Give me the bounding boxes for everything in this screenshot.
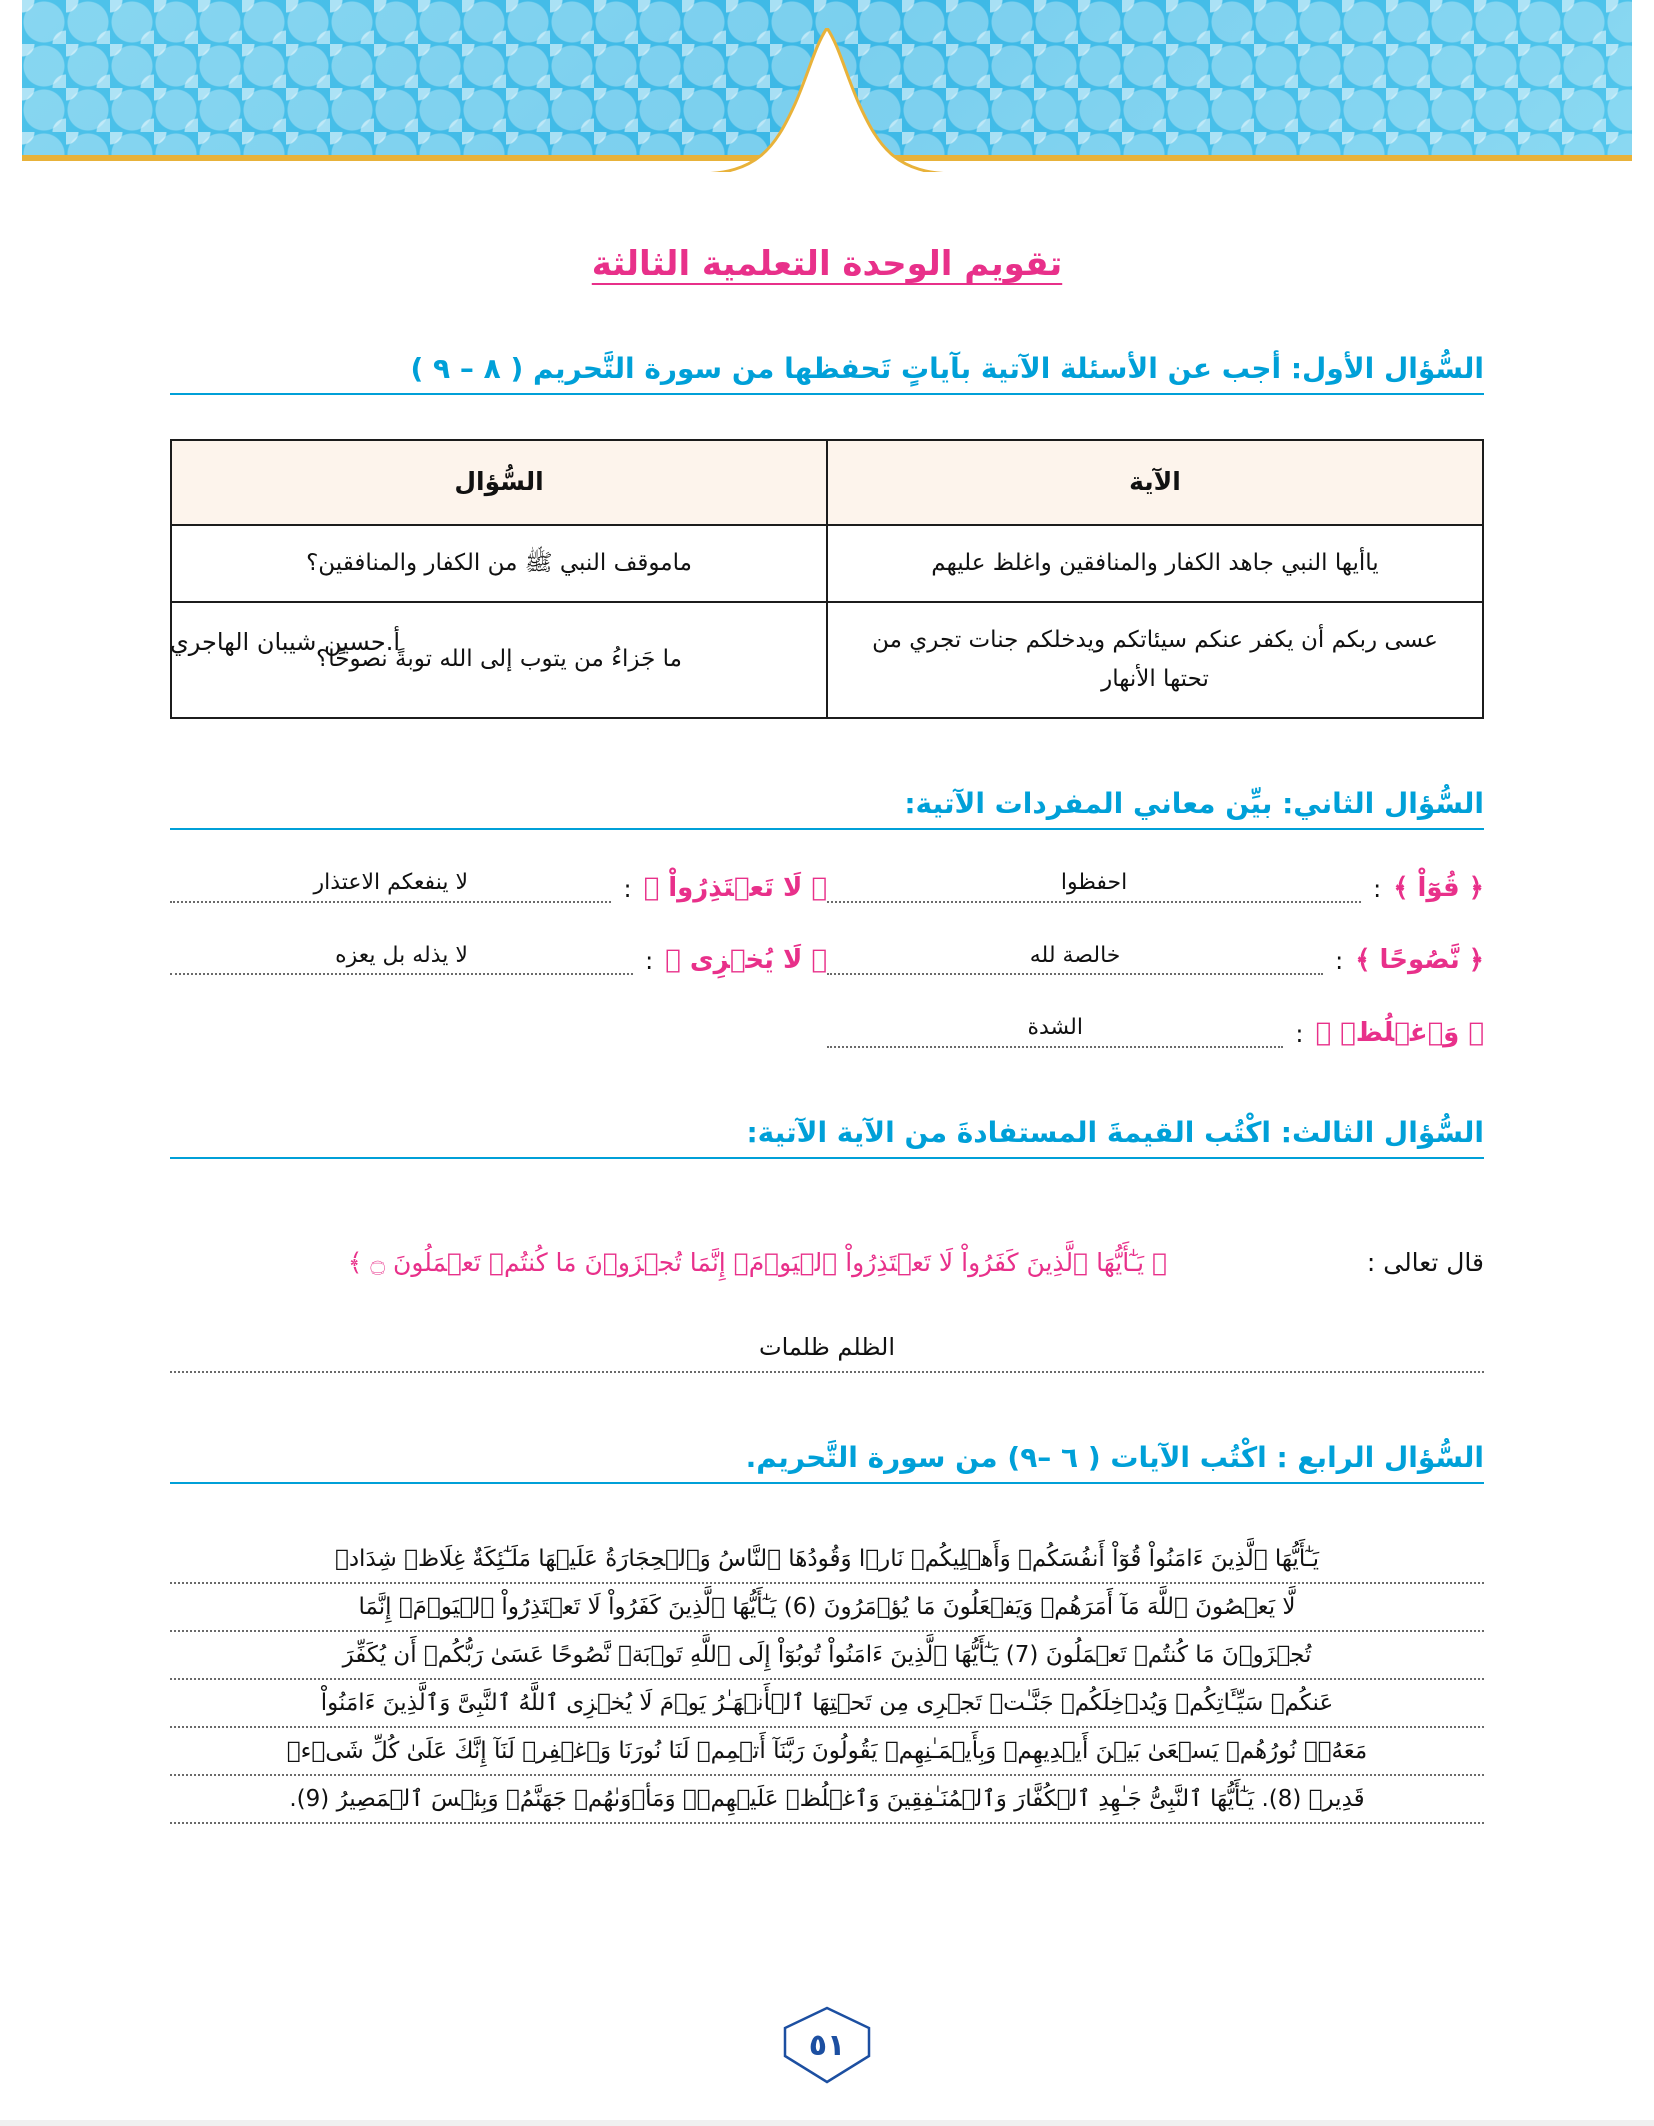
table-row (171, 602, 1483, 718)
question-1-heading: السُّؤال الأول: أجب عن الأسئلة الآتية بآياتٍ تَحفظها من سورة التَّحريم ( ٨ – ٩ ) (170, 352, 1484, 395)
quran-line-text: مَعَهُۥۖ نُورُهُمۡ يَسۡعَىٰ بَيۡنَ أَيۡدِيهِمۡ وَبِأَيۡمَـٰنِهِمۡ يَقُولُونَ رَبَّنَآ أَتۡمِمۡ لَنَا نُورَنَا وَٱغۡفِرۡ لَنَآ إِنَّكَ عَلَىٰ كُلِّ شَیۡءࣲ (286, 1737, 1368, 1764)
table-cell-ayah: ياأيها النبي جاهد الكفار والمنافقين واغلظ عليهم (827, 525, 1483, 602)
colon-separator: : (623, 874, 632, 903)
vocab-answer-input-3[interactable]: خالصة لله (827, 941, 1323, 976)
colon-separator: : (1295, 1020, 1304, 1049)
vocabulary-item (170, 868, 827, 903)
quran-line (170, 1632, 1484, 1680)
colon-separator: : (645, 947, 654, 976)
question-2-heading: السُّؤال الثاني: بيِّن معاني المفردات الآتية: (170, 787, 1484, 830)
vocab-word-1: ﴿ قُوٓاْ ﴾ (1393, 872, 1484, 903)
question-3-ayah-line (170, 1239, 1484, 1287)
vocab-word-2: ﴿ لَا تَعۡتَذِرُواْ ﴾ (643, 872, 827, 903)
vocabulary-row (170, 868, 1484, 903)
band-right-margin (1632, 0, 1654, 172)
ayah-text: ﴿ يَـٰٓأَيُّهَا ٱلَّذِينَ كَفَرُواْ لَا تَعۡتَذِرُواْ ٱلۡيَوۡمَۖ إِنَّمَا تُجۡزَوۡنَ مَا كُنتُمۡ تَعۡمَلُونَ ۝ ﴾ (347, 1248, 1168, 1278)
colon-separator: : (1335, 947, 1344, 976)
table-cell-question: ماموقف النبي ﷺ من الكفار والمنافقين؟ (171, 525, 827, 602)
answer-dotted-rule (170, 1369, 1484, 1373)
vocabulary-row (170, 1013, 1484, 1048)
vocabulary-item (827, 941, 1484, 976)
band-left-margin (0, 0, 22, 172)
writing-line (170, 1822, 1484, 1824)
vocab-word-4: ﴿ لَا يُخۡزِی ﴾ (665, 945, 827, 976)
quran-line (170, 1776, 1484, 1824)
quran-line (170, 1728, 1484, 1776)
question-1-table (170, 439, 1484, 719)
vocabulary-row (170, 941, 1484, 976)
table-row (171, 525, 1483, 602)
vocab-word-3: ﴿ نَّصُوحًا ﴾ (1355, 945, 1484, 976)
quran-line-text: قَدِيرࣱ (8). يَـٰٓأَيُّهَا ٱلنَّبِیُّ جَـٰهِدِ ٱلۡكُفَّارَ وَٱلۡمُنَـٰفِقِينَ وَٱغۡلُظۡ عَلَيۡهِمۡۚ وَمَأۡوَىٰهُمۡ جَهَنَّمُۖ وَبِئۡسَ ٱلۡمَصِيرُ (9). (289, 1785, 1365, 1812)
table-cell-question: ما جَزاءُ من يتوب إلى الله توبةً نصوحًا؟ (171, 602, 827, 718)
vocab-answer-input-1[interactable]: احفظوا (827, 868, 1361, 903)
question-4-passage[interactable] (170, 1536, 1484, 1824)
page-number-text: ٥١ (808, 2027, 846, 2063)
page-number-badge (767, 2006, 887, 2084)
vocabulary-item (170, 941, 827, 976)
table-header-question: السُّؤال (171, 440, 827, 525)
quran-line (170, 1680, 1484, 1728)
quran-line-text: يَـٰٓأَيُّهَا ٱلَّذِينَ ءَامَنُواْ قُوٓاْ أَنفُسَكُمۡ وَأَهۡلِيكُمۡ نَارࣰا وَقُودُهَا ٱلنَّاسُ وَٱلۡحِجَارَةُ عَلَيۡهَا مَلَـٰٓئِكَةٌ غِلَاظࣱ شِدَادࣱ (335, 1545, 1319, 1572)
band-arch-ornament (697, 28, 957, 172)
decorative-header-band (0, 0, 1654, 172)
ayah-label: قال تعالى : (1366, 1248, 1484, 1278)
colon-separator: : (1373, 874, 1382, 903)
question-3-heading: السُّؤال الثالث: اكْتُب القيمةَ المستفادةَ من الآية الآتية: (170, 1116, 1484, 1159)
page-content (0, 172, 1654, 1824)
vocab-answer-input-4[interactable]: لا يذله بل يعزه (170, 941, 633, 976)
table-header-ayah: الآية (827, 440, 1483, 525)
quran-line (170, 1584, 1484, 1632)
vocab-answer-input-2[interactable]: لا ينفعكم الاعتذار (170, 868, 611, 903)
table-cell-ayah: عسى ربكم أن يكفر عنكم سيئاتكم ويدخلكم جنات تجري من تحتها الأنهار (827, 602, 1483, 718)
table-header-row (171, 440, 1483, 525)
quran-line-text: لَّا يَعۡصُونَ ٱللَّهَ مَآ أَمَرَهُمۡ وَيَفۡعَلُونَ مَا يُؤۡمَرُونَ (6) يَـٰٓأَيُّهَا ٱلَّذِينَ كَفَرُواْ لَا تَعۡتَذِرُواْ ٱلۡيَوۡمَۖ إِنَّمَا (358, 1593, 1296, 1620)
vocabulary-item (827, 1013, 1484, 1048)
quran-line-text: تُجۡزَوۡنَ مَا كُنتُمۡ تَعۡمَلُونَ (7) يَـٰٓأَيُّهَا ٱلَّذِينَ ءَامَنُواْ تُوبُوٓاْ إِلَى ٱللَّهِ تَوۡبَةࣰ نَّصُوحًا عَسَىٰ رَبُّكُمۡ أَن يُكَفِّرَ (342, 1641, 1312, 1668)
question-3-answer[interactable]: الظلم ظلمات (758, 1332, 896, 1361)
teacher-name-note: أ.حسين شيبان الهاجري (170, 628, 401, 656)
vocab-word-5: ﴿ وَٱغۡلُظۡ ﴾ (1315, 1018, 1484, 1049)
page-bottom-rule (0, 2120, 1654, 2126)
quran-line-text: عَنكُمۡ سَيِّـَٔاتِكُمۡ وَيُدۡخِلَكُمۡ جَنَّـٰتࣲ تَجۡرِی مِن تَحۡتِهَا ٱلۡأَنۡهَـٰرُ يَوۡمَ لَا يُخۡزِی ٱللَّهُ ٱلنَّبِیَّ وَٱلَّذِينَ ءَامَنُواْ (320, 1689, 1334, 1716)
vocab-answer-input-5[interactable]: الشدة (827, 1013, 1283, 1048)
quran-line (170, 1536, 1484, 1584)
page-title: تقويم الوحدة التعلمية الثالثة (591, 244, 1063, 284)
vocabulary-answers (170, 868, 1484, 1048)
question-4-heading: السُّؤال الرابع : اكْتُب الآيات ( ٦ –٩) من سورة التَّحريم. (170, 1441, 1484, 1484)
vocabulary-item (827, 868, 1484, 903)
